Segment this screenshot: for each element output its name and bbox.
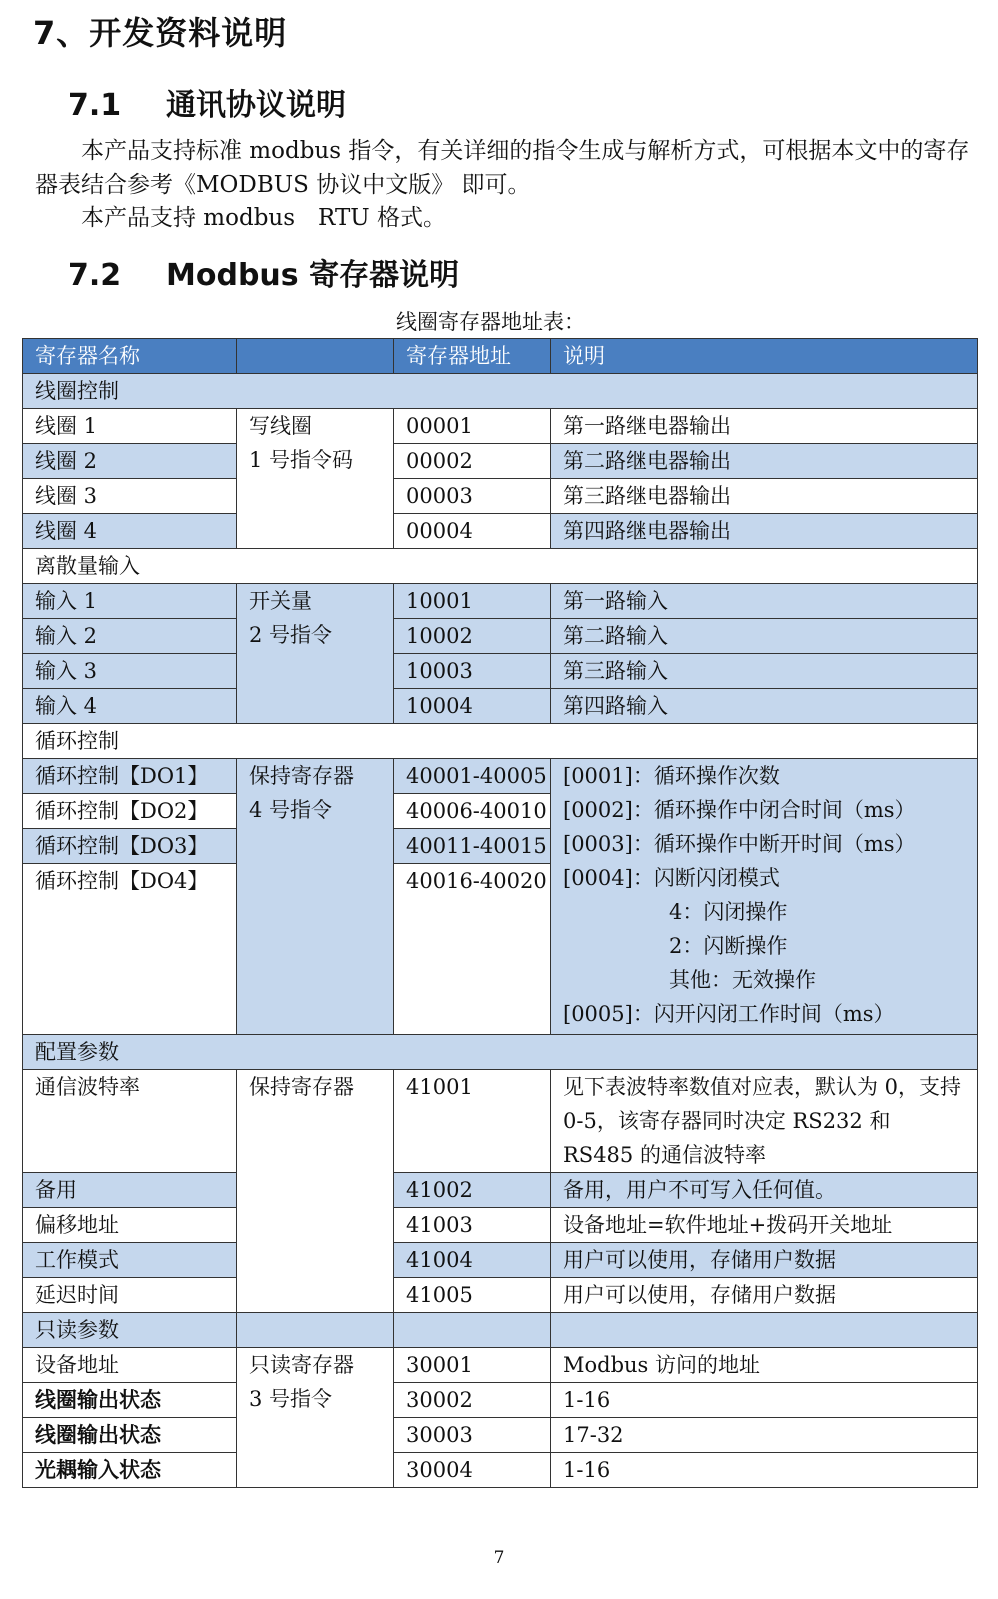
register-desc: 第一路继电器输出 bbox=[551, 409, 978, 444]
register-address: 41002 bbox=[394, 1173, 551, 1208]
empty-cell bbox=[551, 1313, 978, 1348]
command-type: 写线圈 bbox=[249, 414, 312, 438]
register-address: 10002 bbox=[394, 619, 551, 654]
page-number: 7 bbox=[493, 1548, 505, 1568]
register-address: 40006-40010 bbox=[394, 794, 551, 829]
register-address: 41003 bbox=[394, 1208, 551, 1243]
register-name: 通信波特率 bbox=[23, 1070, 237, 1173]
paragraph-modbus-support: 本产品支持标准 modbus 指令，有关详细的指令生成与解析方式，可根据本文中的寄存器表结合参考《MODBUS 协议中文版》 即可。 bbox=[35, 138, 970, 198]
register-address: 00004 bbox=[394, 514, 551, 549]
register-name: 线圈输出状态 bbox=[23, 1418, 237, 1453]
group-title: 只读参数 bbox=[23, 1313, 237, 1348]
register-name: 延迟时间 bbox=[23, 1278, 237, 1313]
register-desc: 第四路继电器输出 bbox=[551, 514, 978, 549]
command-type: 只读寄存器 bbox=[249, 1353, 354, 1377]
header-cell bbox=[237, 339, 394, 374]
table-row bbox=[23, 619, 978, 654]
command-code: 2 号指令 bbox=[249, 623, 333, 647]
command-cell bbox=[237, 584, 394, 724]
loop-desc-line: 2：闪断操作 bbox=[669, 934, 788, 958]
table-row bbox=[23, 1453, 978, 1488]
register-address: 10003 bbox=[394, 654, 551, 689]
register-desc: 第二路继电器输出 bbox=[551, 444, 978, 479]
register-address: 30003 bbox=[394, 1418, 551, 1453]
register-address: 40011-40015 bbox=[394, 829, 551, 864]
loop-desc-line: 4：闪闭操作 bbox=[669, 900, 788, 924]
empty-cell bbox=[237, 1313, 394, 1348]
table-row bbox=[23, 514, 978, 549]
command-code: 4 号指令 bbox=[249, 798, 333, 822]
table-row bbox=[23, 584, 978, 619]
loop-description bbox=[551, 759, 978, 1035]
empty-cell bbox=[394, 1313, 551, 1348]
group-title: 配置参数 bbox=[23, 1035, 978, 1070]
table-row bbox=[23, 654, 978, 689]
register-name: 线圈 3 bbox=[23, 479, 237, 514]
register-address: 41005 bbox=[394, 1278, 551, 1313]
register-address: 10001 bbox=[394, 584, 551, 619]
register-name: 备用 bbox=[23, 1173, 237, 1208]
register-desc: 用户可以使用，存储用户数据 bbox=[551, 1278, 978, 1313]
loop-desc-line: [0005]：闪开闪闭工作时间（ms） bbox=[563, 1002, 895, 1026]
header-cell: 说明 bbox=[551, 339, 978, 374]
table-row bbox=[23, 1348, 978, 1383]
header-cell: 寄存器名称 bbox=[23, 339, 237, 374]
register-name: 输入 3 bbox=[23, 654, 237, 689]
register-table bbox=[22, 338, 978, 1488]
table-row bbox=[23, 1243, 978, 1278]
register-desc: 设备地址=软件地址+拨码开关地址 bbox=[551, 1208, 978, 1243]
register-desc: 备用，用户不可写入任何值。 bbox=[551, 1173, 978, 1208]
register-desc: 1-16 bbox=[551, 1383, 978, 1418]
command-type: 保持寄存器 bbox=[249, 1075, 354, 1099]
command-code: 3 号指令 bbox=[249, 1387, 333, 1411]
section-number: 7.1 bbox=[68, 88, 122, 123]
group-title: 离散量输入 bbox=[23, 549, 978, 584]
group-row bbox=[23, 1313, 978, 1348]
register-desc: 见下表波特率数值对应表，默认为 0，支持 0-5，该寄存器同时决定 RS232 和 RS485 的通信波特率 bbox=[551, 1070, 978, 1173]
register-desc: Modbus 访问的地址 bbox=[551, 1348, 978, 1383]
register-address: 30002 bbox=[394, 1383, 551, 1418]
group-title: 循环控制 bbox=[23, 724, 978, 759]
table-row bbox=[23, 444, 978, 479]
register-name: 输入 4 bbox=[23, 689, 237, 724]
register-address: 40016-40020 bbox=[394, 864, 551, 1035]
register-address: 40001-40005 bbox=[394, 759, 551, 794]
command-type: 保持寄存器 bbox=[249, 764, 354, 788]
command-cell bbox=[237, 409, 394, 549]
command-cell bbox=[237, 1348, 394, 1488]
group-row bbox=[23, 724, 978, 759]
table-caption: 线圈寄存器地址表： bbox=[396, 310, 585, 334]
section-number: 7.2 bbox=[68, 258, 122, 293]
table-row bbox=[23, 409, 978, 444]
table-row bbox=[23, 1208, 978, 1243]
group-row bbox=[23, 549, 978, 584]
table-row bbox=[23, 1070, 978, 1173]
command-cell bbox=[237, 759, 394, 1035]
register-desc: 1-16 bbox=[551, 1453, 978, 1488]
table-row bbox=[23, 689, 978, 724]
section-title: 通讯协议说明 bbox=[166, 88, 346, 123]
section-heading-7-2 bbox=[68, 250, 459, 294]
register-name: 线圈 1 bbox=[23, 409, 237, 444]
loop-desc-line: [0004]：闪断闪闭模式 bbox=[563, 866, 780, 890]
group-row bbox=[23, 1035, 978, 1070]
register-desc: 第一路输入 bbox=[551, 584, 978, 619]
loop-desc-line: [0003]：循环操作中断开时间（ms） bbox=[563, 832, 916, 856]
register-address: 41004 bbox=[394, 1243, 551, 1278]
register-desc: 第三路继电器输出 bbox=[551, 479, 978, 514]
section-title: Modbus 寄存器说明 bbox=[166, 258, 460, 293]
register-name: 循环控制【DO4】 bbox=[23, 864, 237, 1035]
header-cell: 寄存器地址 bbox=[394, 339, 551, 374]
group-title: 线圈控制 bbox=[23, 374, 978, 409]
loop-desc-line: [0002]：循环操作中闭合时间（ms） bbox=[563, 798, 916, 822]
group-row bbox=[23, 374, 978, 409]
register-address: 41001 bbox=[394, 1070, 551, 1173]
register-desc: 第二路输入 bbox=[551, 619, 978, 654]
register-name: 循环控制【DO3】 bbox=[23, 829, 237, 864]
register-address: 00003 bbox=[394, 479, 551, 514]
register-address: 30001 bbox=[394, 1348, 551, 1383]
register-desc: 用户可以使用，存储用户数据 bbox=[551, 1243, 978, 1278]
loop-desc-line: [0001]：循环操作次数 bbox=[563, 764, 780, 788]
table-row bbox=[23, 479, 978, 514]
register-name: 偏移地址 bbox=[23, 1208, 237, 1243]
command-code: 1 号指令码 bbox=[249, 448, 354, 472]
register-name: 线圈输出状态 bbox=[23, 1383, 237, 1418]
table-row bbox=[23, 1173, 978, 1208]
register-name: 循环控制【DO1】 bbox=[23, 759, 237, 794]
register-name: 工作模式 bbox=[23, 1243, 237, 1278]
register-name: 线圈 4 bbox=[23, 514, 237, 549]
register-name: 设备地址 bbox=[23, 1348, 237, 1383]
command-type: 开关量 bbox=[249, 589, 312, 613]
register-name: 输入 2 bbox=[23, 619, 237, 654]
page-heading: 7、开发资料说明 bbox=[33, 14, 288, 52]
register-name: 输入 1 bbox=[23, 584, 237, 619]
register-desc: 第四路输入 bbox=[551, 689, 978, 724]
command-cell bbox=[237, 1070, 394, 1313]
register-name: 线圈 2 bbox=[23, 444, 237, 479]
loop-desc-line: 其他：无效操作 bbox=[669, 968, 816, 992]
register-name: 光耦输入状态 bbox=[23, 1453, 237, 1488]
register-address: 30004 bbox=[394, 1453, 551, 1488]
register-address: 10004 bbox=[394, 689, 551, 724]
register-desc: 第三路输入 bbox=[551, 654, 978, 689]
register-address: 00001 bbox=[394, 409, 551, 444]
table-header-row bbox=[23, 339, 978, 374]
table-row bbox=[23, 1383, 978, 1418]
register-address: 00002 bbox=[394, 444, 551, 479]
paragraph-rtu-format: 本产品支持 modbus RTU 格式。 bbox=[81, 205, 446, 231]
table-row bbox=[23, 759, 978, 794]
register-desc: 17-32 bbox=[551, 1418, 978, 1453]
section-heading-7-1 bbox=[68, 80, 346, 124]
table-row bbox=[23, 1418, 978, 1453]
register-name: 循环控制【DO2】 bbox=[23, 794, 237, 829]
table-row bbox=[23, 1278, 978, 1313]
